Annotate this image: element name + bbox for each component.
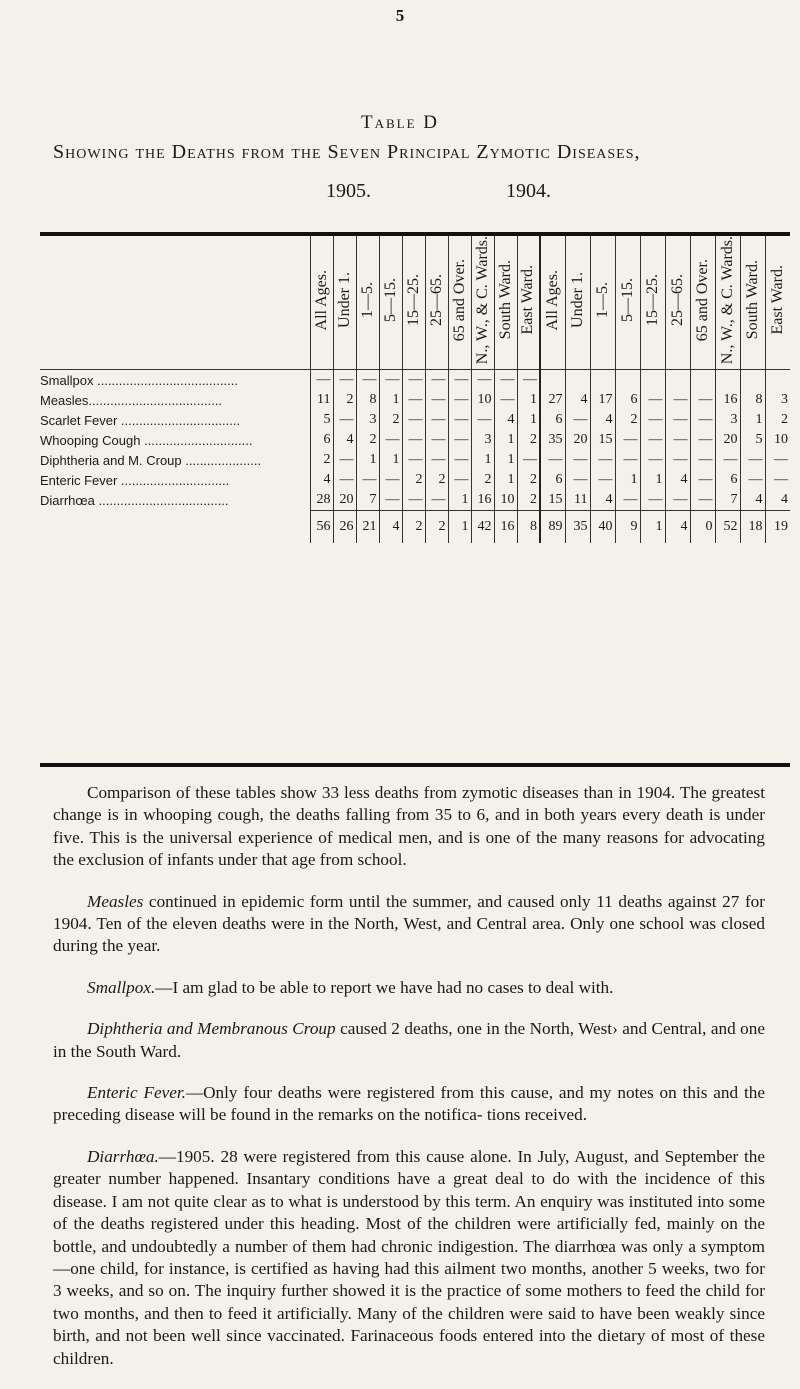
cell-1905: — [425,390,448,410]
cell-1904: 4 [740,490,765,511]
cell-1905: 16 [494,511,517,544]
cell-1904: 4 [765,490,790,511]
cell-1905: — [425,490,448,511]
cell-1904: — [615,450,640,470]
cell-1905: 10 [494,490,517,511]
cell-1905: 4 [379,511,402,544]
cell-1904: 89 [540,511,565,544]
cell-1904: 35 [540,430,565,450]
paragraph-text: Comparison of these tables show 33 less deaths from zymotic diseases than in 1904. The greatest change is in whooping cough, the deaths falling from 35 to 6, and in both years every death is under five. This is the universal experience of medical men, and is one of the many reasons for advocating the exclusion of infants under that age from school. [53,783,765,870]
cell-1905: 1 [379,450,402,470]
table-row [40,430,790,450]
cell-1904: 18 [740,511,765,544]
disease-label: Whooping Cough .............................. [40,432,253,448]
header-blank [40,236,310,370]
column-header-label: All Ages. [543,269,561,331]
cell-1905: — [310,370,333,391]
cell-1905: — [471,370,494,391]
column-header-label: All Ages. [312,269,330,331]
cell-1905: 2 [471,470,494,490]
column-header-label: South Ward. [496,260,514,340]
cell-1904: — [640,430,665,450]
table-row [40,410,790,430]
cell-1905: — [448,390,471,410]
cell-1905: 3 [471,430,494,450]
cell-1905: 11 [310,390,333,410]
cell-1904: 20 [715,430,740,450]
cell-1904: 35 [565,511,590,544]
column-header-1905 [471,236,494,370]
cell-1904: — [765,450,790,470]
cell-1904 [765,370,790,391]
disease-label: Scarlet Fever ................................. [40,412,241,428]
cell-1905: 5 [310,410,333,430]
cell-1905: — [402,410,425,430]
cell-1904: 0 [690,511,715,544]
paragraph-lead: Smallpox. [87,977,156,997]
cell-1905: 2 [517,490,540,511]
cell-1904: — [590,450,615,470]
cell-1904: 4 [665,511,690,544]
cell-1904: — [665,450,690,470]
cell-1904 [565,370,590,391]
cell-1905: 2 [425,470,448,490]
cell-1905: 2 [379,410,402,430]
paragraph-text: —Only four deaths were registered from this cause, and my notes on this and the preceding disease will be found in the remarks on the notifica- tions received. [53,1083,765,1125]
cell-1905: — [448,370,471,391]
cell-1905: — [356,470,379,490]
cell-1904: — [715,450,740,470]
cell-1904: — [640,490,665,511]
cell-1905: — [425,370,448,391]
cell-1904: — [690,390,715,410]
paragraph-lead: Enteric Fever. [87,1083,186,1103]
column-header-label: South Ward. [743,260,761,340]
cell-1905: — [402,390,425,410]
cell-1905: 2 [333,390,356,410]
cell-1904: 2 [615,410,640,430]
cell-1905: — [448,430,471,450]
table-title: Table D [360,112,440,133]
column-header-1905 [379,236,402,370]
paragraph-text: caused 2 deaths, one in the North, West› and Central, and one in the South Ward. [53,1019,765,1061]
cell-1905: 26 [333,511,356,544]
cell-1905: 1 [494,470,517,490]
cell-1904: 6 [540,470,565,490]
cell-1905: 3 [356,410,379,430]
totals-row [40,511,790,544]
paragraph-text: continued in epidemic form until the summer, and caused only 11 deaths against 27 for 1904. Ten of the eleven deaths were in the North, West, and Central area. Only one school was closed during the year. [53,891,765,956]
column-header-label: 65 and Over. [693,259,711,342]
column-header-1905 [448,236,471,370]
paragraph-text: —1905. 28 were registered from this cause alone. In July, August, and September the greater number happened. Insantary conditions have a great deal to do with the incidence of this disease. I am not quite clear as to what is understood by this term. An enquiry was instituted into some of the deaths registered under this heading. Most of the children were artificially fed, mainly on the bottle, and undoubtedly a number of them had chronic indigestion. The diarrhœa was only a symptom—one child, for instance, is certified as having had this ailment two months, another 5 weeks, two for 3 weeks, and so on. The inquiry further showed it is the practice of some mothers to feed the child for two months, and then to feed it artificially. Many of the children were said to have been weakly since birth, and not been well since vaccinated. Farinaceous foods entered into the dietary of most of these children. [53,1146,765,1368]
cell-1905: — [517,450,540,470]
cell-1905: — [402,430,425,450]
cell-1904: 16 [715,390,740,410]
cell-1904: 6 [715,470,740,490]
disease-label: Diarrhœa .................................... [40,492,229,508]
cell-1904: 1 [640,470,665,490]
page-number: 5 [395,6,405,25]
column-header-1905 [425,236,448,370]
cell-1905: — [448,410,471,430]
cell-1905: — [448,450,471,470]
cell-1904: — [690,470,715,490]
cell-1904: 27 [540,390,565,410]
table-row [40,450,790,470]
column-header-1904 [740,236,765,370]
cell-1904: 6 [540,410,565,430]
cell-1905: — [425,410,448,430]
cell-1905: 2 [425,511,448,544]
disease-label [40,511,310,544]
cell-1905: 1 [448,490,471,511]
cell-1905: 2 [402,511,425,544]
cell-1905: — [379,490,402,511]
column-header-1904 [765,236,790,370]
paragraph [53,977,765,999]
cell-1904: 1 [640,511,665,544]
cell-1905: — [494,390,517,410]
cell-1904: 4 [665,470,690,490]
header-row [40,236,790,370]
column-header-1905 [356,236,379,370]
cell-1904: 3 [715,410,740,430]
column-header-label: N., W., & C. Wards. [718,236,736,365]
deaths-table [40,236,790,543]
cell-1905: 2 [517,470,540,490]
cell-1905: — [425,450,448,470]
cell-1904: 1 [615,470,640,490]
column-header-label: 25—65. [668,274,686,327]
cell-1905: — [333,470,356,490]
cell-1904: — [665,410,690,430]
cell-1905: — [333,410,356,430]
cell-1904: — [540,450,565,470]
cell-1904: — [565,450,590,470]
cell-1904: — [690,410,715,430]
cell-1904: — [640,390,665,410]
cell-1905: 56 [310,511,333,544]
paragraph [53,891,765,958]
column-header-1904 [565,236,590,370]
cell-1904: 52 [715,511,740,544]
cell-1905: 1 [494,450,517,470]
paragraph [53,1146,765,1370]
cell-1904: 6 [615,390,640,410]
table-subtitle: Showing the Deaths from the Seven Principal Zymotic Diseases, [53,141,641,163]
cell-1904: 40 [590,511,615,544]
cell-1905: 10 [471,390,494,410]
cell-1904 [540,370,565,391]
table-row [40,490,790,511]
cell-1905: 20 [333,490,356,511]
column-header-1905 [333,236,356,370]
cell-1905: 1 [379,390,402,410]
cell-1904: — [565,410,590,430]
cell-1905: 1 [517,390,540,410]
paragraph-lead: Measles [87,891,144,911]
cell-1905: 2 [402,470,425,490]
column-header-1904 [615,236,640,370]
cell-1905: 4 [333,430,356,450]
column-header-label: 25—65. [427,274,445,327]
cell-1905: 7 [356,490,379,511]
cell-1904: 17 [590,390,615,410]
paragraph [53,782,765,872]
cell-1904: 3 [765,390,790,410]
column-header-label: 1—5. [593,282,611,319]
commentary-text [53,782,765,1389]
year-1904: 1904. [506,180,551,202]
cell-1905: 2 [517,430,540,450]
column-header-label: East Ward. [519,265,537,335]
cell-1905: 28 [310,490,333,511]
cell-1904: — [565,470,590,490]
paragraph [53,1018,765,1063]
cell-1905: 1 [471,450,494,470]
cell-1904: 8 [740,390,765,410]
cell-1905: 4 [310,470,333,490]
cell-1904 [690,370,715,391]
cell-1904: 15 [540,490,565,511]
cell-1904: — [690,490,715,511]
cell-1904: — [640,450,665,470]
cell-1905: — [402,450,425,470]
cell-1904: 11 [565,490,590,511]
cell-1904: 4 [590,490,615,511]
table-row [40,370,790,391]
cell-1905: 8 [517,511,540,544]
cell-1905: — [379,430,402,450]
cell-1904: — [590,470,615,490]
column-header-label: 5—15. [618,278,636,323]
cell-1905: 2 [356,430,379,450]
column-header-1904 [690,236,715,370]
cell-1905: — [379,370,402,391]
cell-1904 [640,370,665,391]
cell-1904 [740,370,765,391]
table-row [40,390,790,410]
paragraph [53,1082,765,1127]
column-header-label: 15—25. [643,274,661,327]
column-header-label: N., W., & C. Wards. [473,236,491,365]
cell-1904: 9 [615,511,640,544]
cell-1904: — [690,430,715,450]
column-header-1904 [715,236,740,370]
disease-label: Diphtheria and M. Croup ..................... [40,452,262,468]
cell-1904 [590,370,615,391]
column-header-1904 [665,236,690,370]
cell-1904: — [665,390,690,410]
column-header-label: East Ward. [768,265,786,335]
column-header-label: 65 and Over. [450,259,468,342]
column-header-1905 [517,236,540,370]
column-header-label: 5—15. [381,278,399,323]
cell-1904: — [640,410,665,430]
cell-1904: 1 [740,410,765,430]
cell-1905: — [402,370,425,391]
column-header-label: Under 1. [568,272,586,329]
cell-1904: 5 [740,430,765,450]
cell-1905: 6 [310,430,333,450]
column-header-1905 [310,236,333,370]
cell-1905: 1 [448,511,471,544]
cell-1904 [665,370,690,391]
column-header-1904 [540,236,565,370]
cell-1905: 1 [494,430,517,450]
cell-1904: 10 [765,430,790,450]
column-header-1904 [590,236,615,370]
disease-label: Measles..................................... [40,392,223,408]
cell-1904: 7 [715,490,740,511]
cell-1905: — [471,410,494,430]
cell-1904: 4 [565,390,590,410]
cell-1904: — [665,490,690,511]
column-header-1905 [402,236,425,370]
cell-1905: — [494,370,517,391]
cell-1905: — [448,470,471,490]
cell-1904: — [740,450,765,470]
cell-1904: — [690,450,715,470]
cell-1904: 19 [765,511,790,544]
year-1905: 1905. [326,180,371,202]
cell-1905: — [517,370,540,391]
column-header-label: Under 1. [335,272,353,329]
cell-1905: 1 [356,450,379,470]
cell-1905: — [333,450,356,470]
cell-1904: 2 [765,410,790,430]
cell-1905: 4 [494,410,517,430]
cell-1904: 15 [590,430,615,450]
cell-1905: 21 [356,511,379,544]
cell-1904: 20 [565,430,590,450]
cell-1904: — [615,430,640,450]
cell-1905: 8 [356,390,379,410]
column-header-1905 [494,236,517,370]
cell-1904 [615,370,640,391]
cell-1905: — [356,370,379,391]
table-bottom-rule [40,763,790,767]
disease-label: Smallpox ....................................... [40,372,238,388]
disease-label: Enteric Fever .............................. [40,472,230,488]
cell-1904 [715,370,740,391]
column-header-1904 [640,236,665,370]
column-header-label: 1—5. [358,282,376,319]
paragraph-lead: Diarrhœa. [87,1146,159,1166]
table-row [40,470,790,490]
cell-1905: 42 [471,511,494,544]
paragraph-text: —I am glad to be able to report we have had no cases to deal with. [155,977,614,997]
cell-1905: — [402,490,425,511]
cell-1904: — [615,490,640,511]
cell-1905: 1 [517,410,540,430]
column-header-label: 15—25. [404,274,422,327]
cell-1905: — [425,430,448,450]
cell-1904: — [765,470,790,490]
paragraph-lead: Diphtheria and Membranous Croup [87,1019,336,1039]
cell-1904: — [665,430,690,450]
cell-1904: 4 [590,410,615,430]
cell-1905: 16 [471,490,494,511]
cell-1905: — [333,370,356,391]
cell-1905: 2 [310,450,333,470]
cell-1904: — [740,470,765,490]
cell-1905: — [379,470,402,490]
